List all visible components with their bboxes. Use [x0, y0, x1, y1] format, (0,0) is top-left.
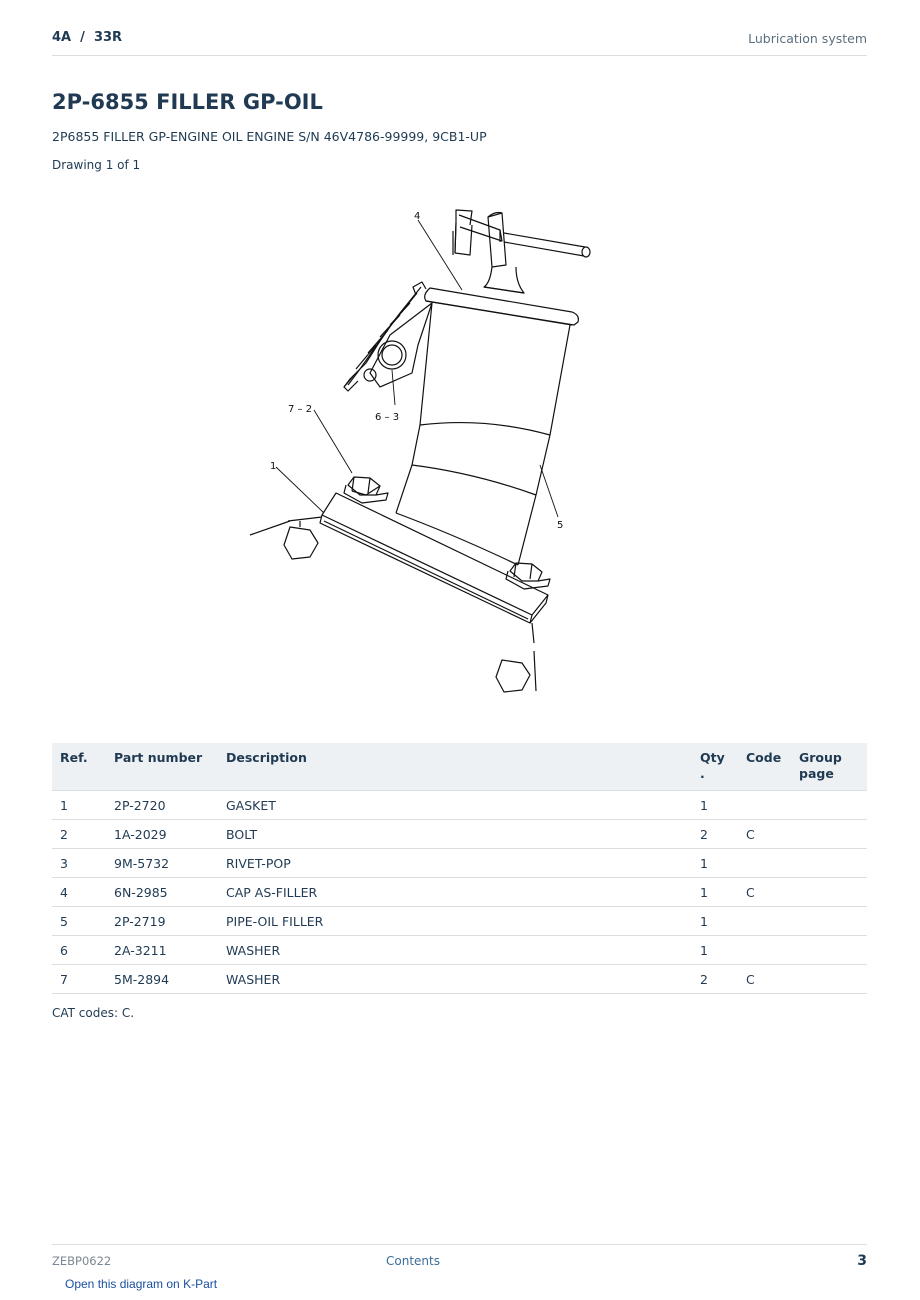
cell-ref: 1: [52, 791, 106, 820]
cell-description: GASKET: [218, 791, 692, 820]
t-handle-drawing: [453, 210, 590, 293]
table-row: [52, 791, 867, 820]
cell-part-number: 9M-5732: [106, 849, 218, 878]
washer-right-drawing: [496, 623, 536, 692]
drawing-count: Drawing 1 of 1: [52, 158, 141, 172]
callout-1: 1: [270, 461, 277, 472]
filler-cap-drawing: [420, 288, 578, 435]
table-row: [52, 907, 867, 936]
cell-group-page: [791, 791, 867, 820]
cell-part-number: 1A-2029: [106, 820, 218, 849]
cell-part-number: 2A-3211: [106, 936, 218, 965]
callout-7-2: 7 – 2: [288, 404, 313, 415]
bolt-left-drawing: [344, 477, 388, 503]
page-number: 3: [857, 1253, 867, 1269]
cell-group-page: [791, 965, 867, 994]
cell-code: [738, 849, 791, 878]
callout-5: 5: [557, 520, 564, 531]
table-row: [52, 965, 867, 994]
flange-drawing: [320, 493, 548, 623]
page-subtitle: 2P6855 FILLER GP-ENGINE OIL ENGINE S/N 46V4786-99999, 9CB1-UP: [52, 129, 487, 144]
cell-description: BOLT: [218, 820, 692, 849]
cell-ref: 2: [52, 820, 106, 849]
washer-left-drawing: [250, 517, 322, 559]
chain-drawing: [344, 282, 432, 391]
cell-group-page: [791, 907, 867, 936]
cell-group-page: [791, 849, 867, 878]
leader-lines: [276, 220, 558, 517]
cell-qty: 1: [692, 936, 738, 965]
table-row: [52, 936, 867, 965]
cat-codes-note: CAT codes: C.: [52, 1006, 135, 1020]
cell-code: [738, 936, 791, 965]
cell-qty: 1: [692, 878, 738, 907]
parts-table: [52, 743, 867, 994]
col-group-page: Group page: [791, 743, 867, 791]
cell-group-page: [791, 878, 867, 907]
pipe-body-drawing: [396, 425, 550, 565]
cell-part-number: 2P-2719: [106, 907, 218, 936]
cell-description: CAP AS-FILLER: [218, 878, 692, 907]
cell-qty: 1: [692, 907, 738, 936]
col-description: Description: [218, 743, 692, 791]
callout-6-3: 6 – 3: [375, 412, 400, 423]
cell-ref: 7: [52, 965, 106, 994]
cell-code: [738, 907, 791, 936]
breadcrumb: 4A / 33R: [52, 30, 123, 45]
callout-4: 4: [414, 211, 421, 222]
table-header-row: [52, 743, 867, 791]
cell-qty: 1: [692, 849, 738, 878]
cell-ref: 4: [52, 878, 106, 907]
table-row: [52, 820, 867, 849]
col-code: Code: [738, 743, 791, 791]
cell-qty: 2: [692, 820, 738, 849]
contents-link[interactable]: Contents: [386, 1254, 440, 1268]
cell-description: PIPE-OIL FILLER: [218, 907, 692, 936]
table-row: [52, 878, 867, 907]
page-title: 2P-6855 FILLER GP-OIL: [52, 90, 323, 114]
cell-code: C: [738, 965, 791, 994]
cell-description: WASHER: [218, 936, 692, 965]
cell-code: C: [738, 820, 791, 849]
cell-group-page: [791, 936, 867, 965]
cell-ref: 6: [52, 936, 106, 965]
cell-group-page: [791, 820, 867, 849]
document-code: ZEBP0622: [52, 1254, 112, 1268]
section-name: Lubrication system: [748, 31, 867, 46]
cell-qty: 1: [692, 791, 738, 820]
kpart-diagram-link[interactable]: Open this diagram on K-Part: [65, 1277, 218, 1291]
parts-diagram: [240, 195, 680, 705]
cell-description: RIVET-POP: [218, 849, 692, 878]
cell-ref: 3: [52, 849, 106, 878]
col-qty: Qty .: [692, 743, 738, 791]
col-ref: Ref.: [52, 743, 106, 791]
cell-ref: 5: [52, 907, 106, 936]
page-footer: [52, 1244, 867, 1275]
cell-code: [738, 791, 791, 820]
cell-description: WASHER: [218, 965, 692, 994]
page-header: [52, 28, 867, 56]
cell-part-number: 6N-2985: [106, 878, 218, 907]
table-row: [52, 849, 867, 878]
cell-qty: 2: [692, 965, 738, 994]
cell-part-number: 5M-2894: [106, 965, 218, 994]
cell-part-number: 2P-2720: [106, 791, 218, 820]
cell-code: C: [738, 878, 791, 907]
col-part-number: Part number: [106, 743, 218, 791]
